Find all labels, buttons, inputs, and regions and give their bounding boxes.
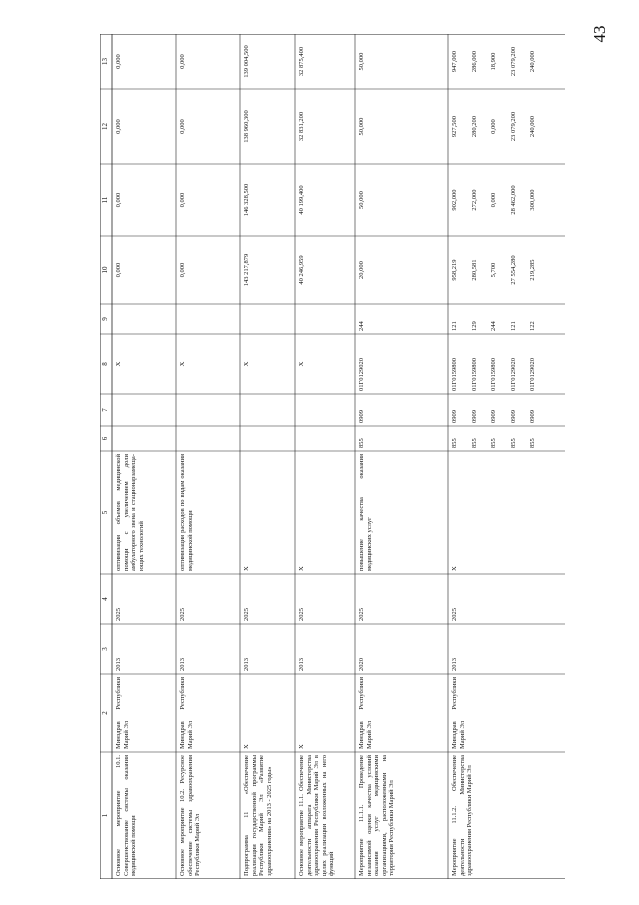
amount-2025-5-0 [448, 34, 468, 89]
target-article-1-0 [176, 334, 196, 394]
rz-pr-code-5-1-text: 0909 [470, 410, 478, 423]
amount-2022-5-0-text: 958,219 [451, 259, 458, 281]
measure-name-1 [176, 752, 240, 879]
amount-2023-5-2-text: 0,000 [490, 192, 497, 208]
amount-2024-5-0 [448, 89, 468, 164]
amount-2022-5-1-text: 280,581 [470, 259, 478, 281]
column-header-11-text: 11 [101, 196, 109, 204]
column-header-2-text: 2 [101, 711, 109, 715]
start-year-3-text: 2013 [298, 658, 305, 671]
end-year-0-text: 2025 [115, 608, 122, 621]
gr-code-4-0-text: 855 [358, 438, 365, 448]
gr-code-5-4 [526, 426, 546, 451]
end-year-0 [112, 574, 176, 624]
start-year-4 [355, 624, 425, 674]
amount-2022-3-0 [295, 236, 315, 304]
executor-0-text: Минздрав Республики Марий Эл [115, 677, 130, 749]
column-header-7 [100, 394, 112, 426]
amount-2024-5-1 [468, 89, 488, 164]
gr-code-5-3 [507, 426, 527, 451]
amount-2024-0-0 [112, 89, 132, 164]
expected-result-5-text: X [451, 566, 458, 571]
rz-pr-code-5-4-text: 0909 [529, 410, 536, 423]
expected-result-0-text: оптимизация объемов медицинской помощи с увеличением доли амбулаторного звена и стационарзамеща-ющих технологий [115, 454, 145, 571]
end-year-1-text: 2025 [179, 608, 186, 621]
rz-pr-code-5-1 [468, 394, 488, 426]
amount-2023-5-4-text: 300,000 [529, 189, 536, 211]
amount-2024-2-0 [240, 89, 260, 164]
column-header-5 [100, 451, 112, 574]
amount-2025-1-0-text: 0,000 [179, 54, 186, 69]
start-year-5-text: 2013 [451, 658, 458, 671]
expense-type-5-0-text: 121 [451, 321, 458, 331]
measure-name-0 [112, 752, 176, 879]
expense-type-5-0 [448, 304, 468, 334]
amount-2022-1-0 [176, 236, 196, 304]
expected-result-5 [448, 451, 518, 574]
amount-2023-5-4 [526, 164, 546, 236]
rz-pr-code-4-0 [355, 394, 375, 426]
expense-type-5-4 [526, 304, 546, 334]
target-article-5-1 [468, 334, 488, 394]
amount-2024-5-3-text: 23 079,200 [509, 111, 517, 142]
measure-name-2 [240, 752, 295, 879]
amount-2025-2-0-text: 139 004,500 [243, 45, 250, 78]
amount-2023-1-0 [176, 164, 196, 236]
executor-1-text: Минздрав Республики Марий Эл [179, 677, 194, 749]
start-year-2 [240, 624, 295, 674]
target-article-5-4-text: 01Г0129020 [529, 357, 536, 391]
gr-code-5-4-text: 855 [529, 438, 536, 448]
amount-2023-1-0-text: 0,000 [179, 192, 186, 208]
measure-name-4 [355, 752, 425, 879]
amount-2025-1-0 [176, 34, 196, 89]
amount-2022-5-3-text: 27 554,280 [509, 255, 517, 285]
start-year-0 [112, 624, 176, 674]
amount-2024-5-4 [526, 89, 546, 164]
amount-2025-3-0-text: 32 875,400 [298, 46, 305, 77]
gr-code-5-0-text: 855 [451, 438, 458, 448]
amount-2025-3-0 [295, 34, 315, 89]
expected-result-3 [295, 451, 355, 574]
expected-result-0 [112, 451, 176, 574]
amount-2025-4-0-text: 50,000 [358, 52, 365, 71]
target-article-5-4 [526, 334, 546, 394]
amount-2024-5-3 [507, 89, 527, 164]
amount-2022-2-0 [240, 236, 260, 304]
column-header-5-text: 5 [101, 510, 109, 515]
amount-2022-5-4-text: 219,285 [529, 259, 536, 281]
amount-2024-5-2 [487, 89, 507, 164]
end-year-4 [355, 574, 425, 624]
column-header-13-text: 13 [101, 58, 109, 65]
amount-2023-0-0 [112, 164, 132, 236]
gr-code-5-0 [448, 426, 468, 451]
amount-2022-1-0-text: 0,000 [179, 262, 186, 278]
gr-code-5-2 [487, 426, 507, 451]
start-year-5 [448, 624, 518, 674]
gr-code-5-3-text: 855 [509, 438, 517, 448]
measure-name-1-text: Основное мероприятие 10.2. Ресурсное обеспечение системы здравоохранения Республики Марий Эл [179, 755, 202, 876]
expected-result-4-text: повышение качества оказания медицинских услуг [358, 454, 373, 571]
amount-2025-5-1 [468, 34, 488, 89]
amount-2025-2-0 [240, 34, 260, 89]
amount-2022-5-1 [468, 236, 488, 304]
column-header-3 [100, 624, 112, 674]
executor-4 [355, 674, 425, 752]
gr-code-5-1-text: 855 [470, 438, 478, 448]
target-article-4-0-text: 01Г0129020 [358, 357, 365, 391]
amount-2022-5-2-text: 5,700 [490, 262, 497, 278]
measure-name-0-text: Основное мероприятие 10.1. Совершенствование системы оказания медицинской помощи [115, 755, 138, 876]
expense-type-5-1 [468, 304, 488, 334]
target-article-1-0-text: X [179, 361, 186, 367]
measure-name-3-text: Основное мероприятие 11.1. Обеспечение деятельности аппарата Министерства здравоохранения Республики Марий Эл в целях реализации возложенных на него функций [298, 755, 336, 876]
rz-pr-code-5-4 [526, 394, 546, 426]
executor-1 [176, 674, 240, 752]
start-year-1-text: 2013 [179, 658, 186, 671]
amount-2024-3-0 [295, 89, 315, 164]
amount-2025-5-4-text: 240,000 [529, 50, 536, 73]
amount-2024-5-0-text: 927,500 [451, 115, 458, 138]
end-year-5-text: 2025 [451, 608, 458, 621]
expected-result-2 [240, 451, 295, 574]
amount-2024-1-0 [176, 89, 196, 164]
start-year-3 [295, 624, 355, 674]
column-header-1-text: 1 [101, 813, 109, 818]
target-article-3-0 [295, 334, 315, 394]
start-year-4-text: 2020 [358, 658, 365, 671]
amount-2025-5-2 [487, 34, 507, 89]
executor-2-text: X [243, 744, 250, 749]
amount-2022-4-0-text: 20,000 [358, 261, 365, 279]
amount-2023-3-0 [295, 164, 315, 236]
column-header-11 [100, 164, 112, 236]
column-header-6-text: 6 [101, 436, 109, 441]
amount-2024-5-4-text: 240,000 [529, 115, 536, 138]
end-year-3 [295, 574, 355, 624]
amount-2022-4-0 [355, 236, 375, 304]
column-header-10-text: 10 [101, 266, 109, 274]
measure-name-4-text: Мероприятие 11.1.1. Проведение независимой оценки качества условий оказания услуг медицинскими организациями, расположенными на территории Республики Марий Эл [358, 755, 396, 876]
amount-2024-5-2-text: 0,000 [490, 119, 497, 134]
end-year-2 [240, 574, 295, 624]
amount-2023-5-3-text: 28 462,000 [509, 185, 517, 215]
gr-code-5-2-text: 855 [490, 438, 497, 448]
target-article-0-0 [112, 334, 132, 394]
target-article-5-1-text: 01Г0159800 [470, 357, 478, 391]
end-year-3-text: 2025 [298, 608, 305, 621]
rz-pr-code-5-3-text: 0909 [509, 410, 517, 423]
amount-2022-2-0-text: 143 217,879 [243, 253, 250, 287]
column-header-9-text: 9 [101, 317, 109, 321]
column-header-12 [100, 89, 112, 164]
executor-5-text: Минздрав Республики Марий Эл [451, 677, 466, 749]
amount-2024-3-0-text: 32 831,200 [298, 111, 305, 142]
gr-code-5-1 [468, 426, 488, 451]
expense-type-5-1-text: 129 [470, 321, 478, 331]
target-article-5-2-text: 01Г0159800 [490, 357, 497, 391]
start-year-2-text: 2013 [243, 658, 250, 671]
rz-pr-code-5-2-text: 0909 [490, 410, 497, 423]
page-number-text: 43 [590, 25, 609, 43]
target-article-5-2 [487, 334, 507, 394]
column-header-13 [100, 34, 112, 89]
measure-name-3 [295, 752, 355, 879]
amount-2022-0-0-text: 0,000 [115, 262, 122, 278]
page-number [570, 14, 630, 54]
expected-result-3-text: X [298, 566, 305, 571]
expense-type-5-3-text: 121 [509, 321, 517, 331]
amount-2023-5-0-text: 902,000 [451, 189, 458, 211]
expense-type-5-3 [507, 304, 527, 334]
amount-2023-4-0-text: 50,000 [358, 191, 365, 209]
expense-type-5-2-text: 244 [490, 321, 497, 331]
amount-2023-5-1 [468, 164, 488, 236]
executor-2 [240, 674, 295, 752]
amount-2025-5-3 [507, 34, 527, 89]
start-year-1 [176, 624, 240, 674]
amount-2025-0-0-text: 0,000 [115, 54, 122, 69]
target-article-4-0 [355, 334, 375, 394]
column-header-8-text: 8 [101, 362, 109, 366]
column-header-2 [100, 674, 112, 752]
amount-2024-4-0-text: 50,000 [358, 117, 365, 136]
start-year-0-text: 2013 [115, 658, 122, 671]
amount-2023-5-1-text: 272,000 [470, 189, 478, 211]
target-article-5-0-text: 01Г0159800 [451, 357, 458, 391]
target-article-3-0-text: X [298, 361, 305, 367]
expected-result-2-text: X [243, 566, 250, 571]
expense-type-5-4-text: 122 [529, 321, 536, 331]
amount-2025-5-4 [526, 34, 546, 89]
amount-2022-5-3 [507, 236, 527, 304]
rz-pr-code-5-3 [507, 394, 527, 426]
column-header-1 [100, 752, 112, 879]
amount-2023-0-0-text: 0,000 [115, 192, 122, 208]
measure-name-5 [448, 752, 518, 879]
amount-2024-2-0-text: 138 960,300 [243, 110, 250, 143]
amount-2025-5-0-text: 947,000 [451, 50, 458, 73]
amount-2025-5-1-text: 286,000 [470, 50, 478, 73]
amount-2024-0-0-text: 0,000 [115, 119, 122, 134]
amount-2023-2-0 [240, 164, 260, 236]
column-header-9 [100, 304, 112, 334]
expected-result-1-text: оптимизация расходов по видам оказания медицинской помощи [179, 454, 194, 571]
amount-2022-5-4 [526, 236, 546, 304]
expected-result-4 [355, 451, 425, 574]
amount-2025-4-0 [355, 34, 375, 89]
target-article-2-0 [240, 334, 260, 394]
amount-2023-3-0-text: 40 199,400 [298, 185, 305, 215]
column-header-4 [100, 574, 112, 624]
rz-pr-code-4-0-text: 0909 [358, 410, 365, 423]
rz-pr-code-5-0 [448, 394, 468, 426]
amount-2024-1-0-text: 0,000 [179, 119, 186, 134]
amount-2025-5-3-text: 23 079,200 [509, 46, 517, 77]
target-article-5-3 [507, 334, 527, 394]
executor-3-text: X [298, 744, 305, 749]
column-header-7-text: 7 [101, 408, 109, 412]
amount-2022-3-0-text: 40 246,959 [298, 255, 305, 285]
executor-0 [112, 674, 176, 752]
column-header-4-text: 4 [101, 597, 109, 601]
target-article-2-0-text: X [243, 361, 250, 367]
gr-code-4-0 [355, 426, 375, 451]
target-article-0-0-text: X [115, 361, 122, 367]
expense-type-5-2 [487, 304, 507, 334]
amount-2024-4-0 [355, 89, 375, 164]
column-header-10 [100, 236, 112, 304]
rz-pr-code-5-0-text: 0909 [451, 410, 458, 423]
executor-4-text: Минздрав Республики Марий Эл [358, 677, 373, 749]
end-year-5 [448, 574, 518, 624]
amount-2023-5-0 [448, 164, 468, 236]
amount-2023-2-0-text: 146 328,500 [243, 183, 250, 217]
amount-2025-0-0 [112, 34, 132, 89]
amount-2023-5-3 [507, 164, 527, 236]
end-year-2-text: 2025 [243, 608, 250, 621]
expense-type-4-0-text: 244 [358, 321, 365, 331]
column-header-8 [100, 334, 112, 394]
end-year-4-text: 2025 [358, 608, 365, 621]
measure-name-2-text: Подпрограмма 11 «Обеспечение реализации государственной программы Республики Марий Эл «Развитие здравоохранения» на 2013 - 2025 годы» [243, 755, 273, 876]
end-year-1 [176, 574, 240, 624]
target-article-5-3-text: 01Г0129020 [509, 357, 517, 391]
amount-2022-5-2 [487, 236, 507, 304]
amount-2023-4-0 [355, 164, 375, 236]
rz-pr-code-5-2 [487, 394, 507, 426]
amount-2024-5-1-text: 280,200 [470, 115, 478, 138]
budget-table [100, 34, 565, 879]
executor-3 [295, 674, 355, 752]
amount-2022-5-0 [448, 236, 468, 304]
column-header-12-text: 12 [101, 123, 109, 130]
column-header-3-text: 3 [101, 647, 109, 651]
executor-5 [448, 674, 518, 752]
expected-result-1 [176, 451, 240, 574]
amount-2022-0-0 [112, 236, 132, 304]
expense-type-4-0 [355, 304, 375, 334]
amount-2023-5-2 [487, 164, 507, 236]
measure-name-5-text: Мероприятие 11.1.2. Обеспечение деятельности Министерства здравоохранения Республики Марий Эл [451, 755, 474, 876]
target-article-5-0 [448, 334, 468, 394]
column-header-6 [100, 426, 112, 451]
amount-2025-5-2-text: 18,900 [490, 52, 497, 71]
